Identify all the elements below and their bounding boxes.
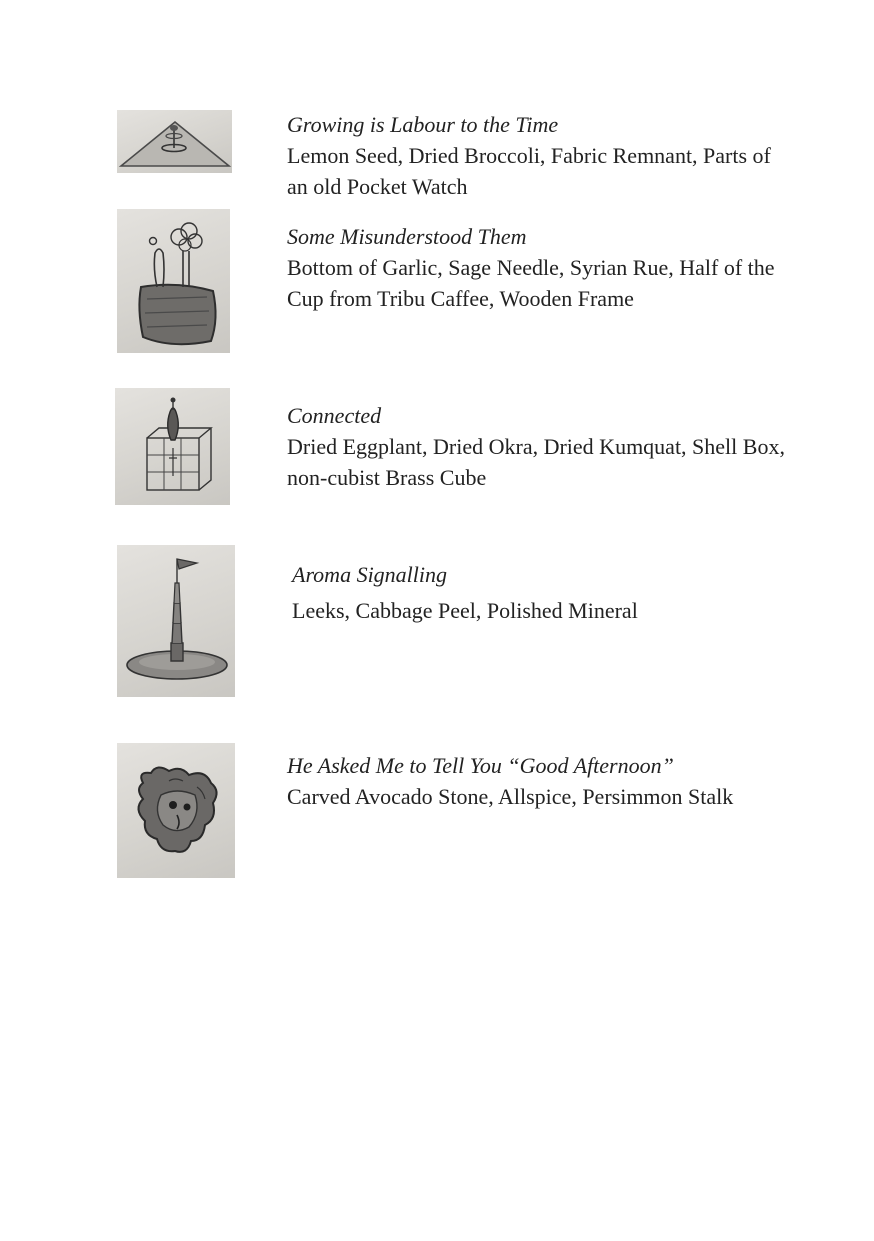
artwork-title: He Asked Me to Tell You “Good Afternoon” xyxy=(287,753,674,778)
artwork-caption xyxy=(287,750,807,812)
artwork-sketch-thumbnail xyxy=(117,110,232,173)
artwork-title: Growing is Labour to the Time xyxy=(287,112,559,137)
artwork-materials: Lemon Seed, Dried Broccoli, Fabric Remnant, Parts of an old Pocket Watch xyxy=(287,143,771,199)
artwork-sketch-thumbnail xyxy=(115,388,230,505)
artwork-sketch-thumbnail xyxy=(117,209,230,353)
artwork-title: Connected xyxy=(287,403,382,428)
artwork-title: Some Misunderstood Them xyxy=(287,224,527,249)
artwork-materials: Bottom of Garlic, Sage Needle, Syrian Rue, Half of the Cup from Tribu Caffee, Wooden Frame xyxy=(287,255,775,311)
artwork-materials: Carved Avocado Stone, Allspice, Persimmon Stalk xyxy=(287,784,734,809)
artwork-caption xyxy=(292,557,792,629)
artwork-title: Aroma Signalling xyxy=(292,562,448,587)
artwork-sketch-thumbnail xyxy=(117,743,235,878)
artwork-materials: Leeks, Cabbage Peel, Polished Mineral xyxy=(292,598,638,623)
artwork-materials: Dried Eggplant, Dried Okra, Dried Kumquat, Shell Box, non-cubist Brass Cube xyxy=(287,434,785,490)
artwork-caption xyxy=(287,400,787,493)
artwork-sketch-thumbnail xyxy=(117,545,235,697)
artwork-caption xyxy=(287,221,787,314)
artwork-caption xyxy=(287,109,787,202)
